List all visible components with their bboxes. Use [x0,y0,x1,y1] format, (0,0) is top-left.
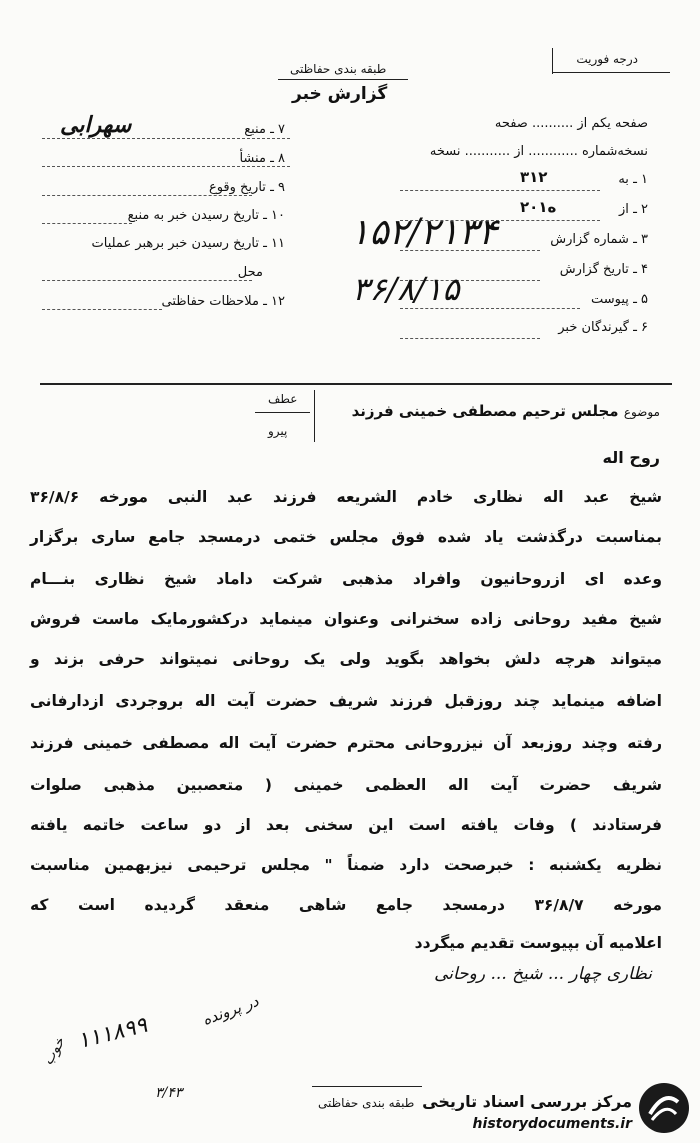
field-source [244,122,285,137]
field-num: ۲ ـ [633,202,648,217]
field-event-date [209,180,285,195]
field-num: ۷ ـ [270,122,285,137]
field-label: گیرندگان خبر [558,320,629,335]
field-label: پیوست [591,292,629,307]
field-label: از [619,202,629,217]
origin-dots [42,166,290,167]
field-attachment [591,292,648,307]
subject-label: موضوع [623,405,660,419]
field-num: ۵ ـ [633,292,648,307]
atf-vertical-rule [314,390,315,442]
body-line: شیخ عبد اله نظاری خادم الشریعه فرزند عبد النبی مورخه ۳۶/۸/۶ [30,488,662,506]
recipients-dots [400,338,540,339]
received-source-dots [42,223,132,224]
field-received-source [128,208,285,223]
field-origin [239,151,285,166]
field-label: محل [237,265,263,280]
field-label: منشأ [239,151,266,166]
body-line: رفته وچند روزبعد آن نیزروحانی محترم حضرت آیت اله مصطفی خمینی فرزند [30,734,662,752]
field-num: ۴ ـ [633,262,648,277]
body-line: نظریه یکشنبه : خبرصحت دارد ضمناً " مجلس ترحیمی نیزبهمین مناسبت [30,856,662,874]
body-line: وعده ای ازروحانیون وافراد مذهبی شرکت داماد شیخ نظاری بنـــام [30,570,662,588]
field-label: منبع [244,122,266,137]
location-dots [42,280,252,281]
body-line: میتواند هرچه دلش بخواهد بگوید ولی یک روحانی نمیتواند حرفی بزند و [30,650,662,668]
watermark-title: مرکز بررسی اسناد تاریخی [422,1092,632,1111]
to-dots [400,190,600,191]
priority-label: درجه فوریت [576,52,638,66]
field-label: تاریخ گزارش [559,262,629,277]
field-label: ملاحظات حفاظتی [161,294,259,309]
field-num: ۱۲ ـ [263,294,285,309]
body-line: شریف حضرت آیت اله العظمی خمینی ( متعصبین مذهبی صلوات [30,776,662,794]
body-line: شیخ مفید روحانی زاده سخنرانی وعنوان مینماید درکشورمایک ماست فروش [30,610,662,628]
field-from [619,202,648,217]
subject-line [352,402,660,420]
peyro-label: پیرو [268,424,288,438]
margin-note-file: در پرونده [200,992,261,1029]
handwritten-signature-note: نظاری چهار ... شیخ ... روحانی [434,964,652,984]
footer-overline [312,1086,422,1087]
field-from-value: ۲۰ه۱ [520,198,557,216]
classification-label-bottom: طبقه بندی حفاظتی [318,1096,415,1110]
field-label: به [618,172,629,187]
field-label: تاریخ رسیدن خبر برهبر عملیات [91,236,259,251]
atf-label: عطف [268,392,298,406]
field-security-notes [162,294,286,309]
security-notes-dots [42,309,162,310]
field-report-date [560,262,648,277]
field-num: ۱۰ ـ [263,208,285,223]
field-num: ۱۱ ـ [263,236,285,251]
field-num: ۶ ـ [633,320,648,335]
page-info: صفحه یکم از .......... صفحه [494,116,648,131]
field-report-number [550,232,648,247]
event-date-dots [42,195,252,196]
classification-label-top: طبقه بندی حفاظتی [290,62,387,76]
field-location [238,265,263,280]
classification-underline [278,79,408,80]
source-dots [42,138,290,139]
attachment-dots [400,308,580,309]
copy-info: نسخه‌شماره ............ از ........... نسخه [429,144,648,159]
header-separator [40,383,672,385]
body-line: فرستادند ) وفات یافته است این سخنی بعد از دو ساعت خاتمه یافته [30,816,662,834]
field-num: ۳ ـ [633,232,648,247]
margin-note-number: ۳/۴۳ [155,1085,183,1101]
handwritten-report-date: ۳۶/۸/۱۵ [352,270,460,308]
field-num: ۹ ـ [270,180,285,195]
subject-text: مجلس ترحیم مصطفی خمینی فرزند [351,402,619,420]
margin-note-initial: خوب [40,1034,69,1068]
field-num: ۸ ـ [270,151,285,166]
body-line-last: اعلامیه آن بپیوست تقدیم میگردد [414,934,662,952]
field-source-value: سهرابی [60,112,132,138]
report-title: گزارش خبر [292,84,388,104]
field-label: شماره گزارش [550,232,629,247]
field-label: تاریخ وقوع [208,180,266,195]
priority-box-edge [552,48,553,74]
watermark-url: historydocuments.ir [472,1116,632,1132]
body-line: مورخه ۳۶/۸/۷ درمسجد جامع شاهی منعقد گردیده است که [30,896,662,914]
archive-logo-icon [636,1080,692,1136]
priority-underline [552,72,670,73]
handwritten-report-number: ۱۵۲/۲۱۳۴ [350,212,498,253]
field-num: ۱ ـ [633,172,648,187]
field-to-value: ۳۱۲ [520,168,548,186]
field-label: تاریخ رسیدن خبر به منبع [127,208,259,223]
field-recipients [558,320,648,335]
field-to [618,172,648,187]
field-received-leader [92,236,286,251]
margin-number: ۱۱۱۸۹۹ [75,1012,150,1055]
atf-divider [255,412,310,413]
body-line: بمناسبت درگذشت یاد شده فوق مجلس ختمی درمسجد جامع ساری برگزار [30,528,662,546]
body-heading: روح اله [602,448,660,467]
body-line: اضافه مینماید چند روزقبل فرزند شریف حضرت آیت اله بروجردی ازدارفانی [30,692,662,710]
